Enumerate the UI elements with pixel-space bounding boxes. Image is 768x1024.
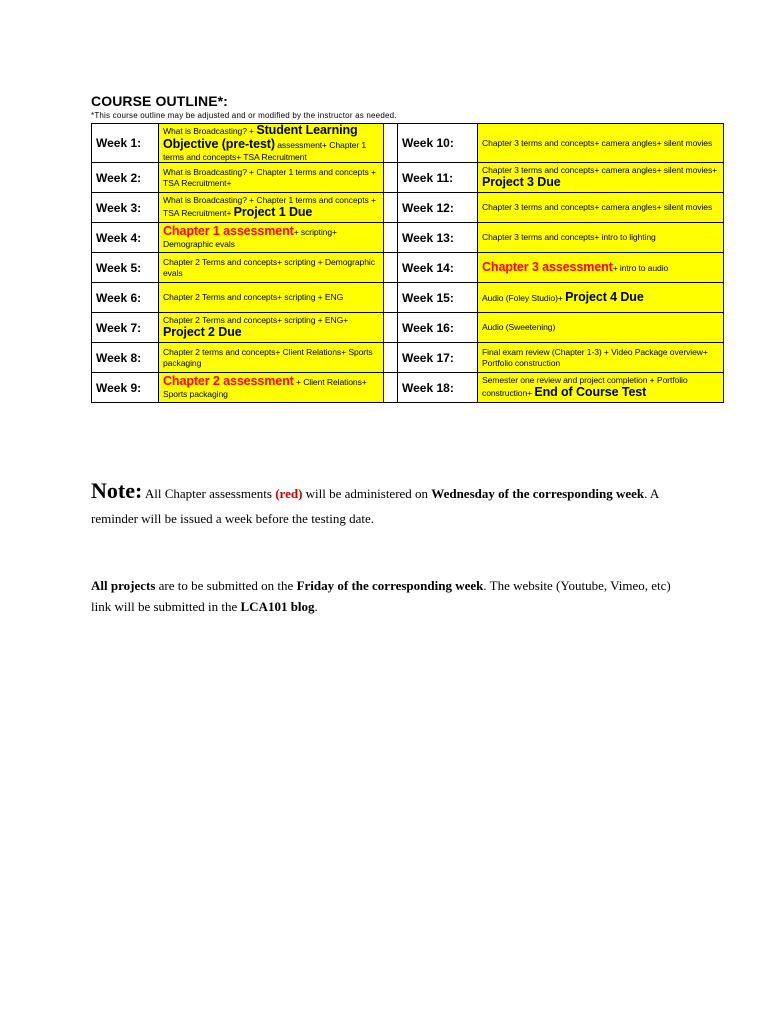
milestone-highlight: Student Learning Objective (pre-test) bbox=[163, 123, 358, 151]
note-emphasis: Wednesday of the corresponding week bbox=[431, 486, 645, 501]
week-label: Week 2: bbox=[92, 163, 159, 193]
week-description bbox=[159, 343, 384, 373]
note-text: . A reminder will be issued a week before the testing date. bbox=[91, 486, 659, 526]
week-description bbox=[478, 193, 724, 223]
week-label: Week 11: bbox=[398, 163, 478, 193]
outline-row bbox=[92, 343, 724, 373]
week-label: Week 6: bbox=[92, 283, 159, 313]
column-spacer bbox=[384, 283, 398, 313]
note-text: All Chapter assessments bbox=[142, 486, 276, 501]
milestone-highlight: Project 1 Due bbox=[233, 205, 313, 220]
column-spacer bbox=[384, 193, 398, 223]
week-description bbox=[478, 124, 724, 163]
description-text: Chapter 3 terms and concepts+ intro to lighting bbox=[482, 232, 656, 243]
week-label: Week 5: bbox=[92, 253, 159, 283]
outline-disclaimer: *This course outline may be adjusted and or modified by the instructor as needed. bbox=[91, 111, 397, 120]
week-label: Week 10: bbox=[398, 124, 478, 163]
projects-paragraph bbox=[91, 575, 691, 617]
week-label: Week 8: bbox=[92, 343, 159, 373]
week-description bbox=[159, 124, 384, 163]
milestone-highlight: Project 3 Due bbox=[482, 175, 561, 190]
week-description bbox=[159, 253, 384, 283]
description-text: + scripting+ Demographic evals bbox=[163, 227, 337, 250]
description-text: Chapter 2 Terms and concepts+ scripting + Demographic evals bbox=[163, 257, 375, 278]
week-label: Week 12: bbox=[398, 193, 478, 223]
column-spacer bbox=[384, 373, 398, 403]
assessment-highlight: Chapter 1 assessment bbox=[163, 224, 294, 239]
milestone-highlight: Project 4 Due bbox=[565, 289, 644, 304]
week-description bbox=[478, 253, 724, 283]
week-description bbox=[478, 343, 724, 373]
assessment-highlight: Chapter 2 assessment bbox=[163, 374, 294, 389]
description-text: Audio (Foley Studio)+ bbox=[482, 292, 566, 303]
note-paragraph bbox=[91, 478, 691, 531]
week-description bbox=[478, 223, 724, 253]
description-text: What is Broadcasting? + bbox=[163, 126, 257, 136]
outline-row bbox=[92, 373, 724, 403]
week-description bbox=[478, 283, 724, 313]
column-spacer bbox=[384, 124, 398, 163]
description-text: Chapter 3 terms and concepts+ camera angles+ silent movies bbox=[482, 137, 713, 148]
week-label: Week 14: bbox=[398, 253, 478, 283]
week-description bbox=[159, 163, 384, 193]
note-text: will be administered on bbox=[302, 486, 432, 501]
week-description bbox=[159, 283, 384, 313]
assessment-highlight: Chapter 3 assessment bbox=[482, 259, 613, 274]
week-label: Week 4: bbox=[92, 223, 159, 253]
week-label: Week 17: bbox=[398, 343, 478, 373]
projects-emphasis: All projects bbox=[91, 578, 156, 593]
projects-text: are to be submitted on the bbox=[155, 578, 297, 593]
week-label: Week 9: bbox=[92, 373, 159, 403]
description-text: What is Broadcasting? + Chapter 1 terms and concepts + TSA Recruitment+ bbox=[163, 195, 376, 219]
course-outline-table bbox=[91, 123, 724, 403]
week-label: Week 16: bbox=[398, 313, 478, 343]
projects-text: . bbox=[314, 599, 318, 614]
description-text: Chapter 2 terms and concepts+ Client Relations+ Sports packaging bbox=[163, 347, 373, 368]
description-text: Chapter 2 Terms and concepts+ scripting + ENG+ bbox=[163, 315, 349, 326]
outline-row bbox=[92, 253, 724, 283]
week-description bbox=[159, 313, 384, 343]
outline-row bbox=[92, 223, 724, 253]
description-text: + Client Relations+ Sports packaging bbox=[163, 377, 367, 400]
description-text: What is Broadcasting? + Chapter 1 terms and concepts + TSA Recruitment+ bbox=[163, 167, 376, 188]
week-description bbox=[478, 163, 724, 193]
week-description bbox=[159, 223, 384, 253]
milestone-highlight: End of Course Test bbox=[534, 385, 647, 400]
milestone-highlight: Project 2 Due bbox=[163, 325, 242, 340]
week-description bbox=[159, 373, 384, 403]
column-spacer bbox=[384, 313, 398, 343]
week-description bbox=[478, 373, 724, 403]
projects-emphasis: Friday of the corresponding week bbox=[296, 578, 484, 593]
description-text: Chapter 3 terms and concepts+ camera angles+ silent movies+ bbox=[482, 165, 718, 176]
week-label: Week 15: bbox=[398, 283, 478, 313]
column-spacer bbox=[384, 223, 398, 253]
note-label: Note: bbox=[91, 478, 143, 503]
description-text: Chapter 2 Terms and concepts+ scripting + ENG bbox=[163, 292, 344, 303]
blog-name: LCA101 blog bbox=[240, 599, 315, 614]
outline-row bbox=[92, 163, 724, 193]
description-text: Semester one review and project completion + Portfolio construction+ bbox=[482, 375, 688, 399]
column-spacer bbox=[384, 253, 398, 283]
week-label: Week 3: bbox=[92, 193, 159, 223]
column-spacer bbox=[384, 163, 398, 193]
description-text: Audio (Sweetening) bbox=[482, 322, 556, 333]
column-spacer bbox=[384, 343, 398, 373]
outline-row bbox=[92, 124, 724, 163]
outline-row bbox=[92, 283, 724, 313]
note-red-word: (red) bbox=[275, 486, 303, 501]
outline-row bbox=[92, 313, 724, 343]
week-label: Week 7: bbox=[92, 313, 159, 343]
week-description bbox=[478, 313, 724, 343]
description-text: assessment+ Chapter 1 terms and concepts+ TSA Recruitment bbox=[163, 139, 367, 162]
description-text: Chapter 3 terms and concepts+ camera angles+ silent movies bbox=[482, 202, 713, 213]
outline-row bbox=[92, 193, 724, 223]
description-text: Final exam review (Chapter 1-3) + Video Package overview+ Portfolio construction bbox=[482, 347, 708, 368]
description-text: + intro to audio bbox=[612, 262, 669, 273]
projects-text: . The website (Youtube, Vimeo, etc) link will be submitted in the bbox=[91, 578, 671, 614]
week-description bbox=[159, 193, 384, 223]
week-label: Week 18: bbox=[398, 373, 478, 403]
page-title: COURSE OUTLINE*: bbox=[91, 93, 228, 109]
week-label: Week 1: bbox=[92, 124, 159, 163]
week-label: Week 13: bbox=[398, 223, 478, 253]
